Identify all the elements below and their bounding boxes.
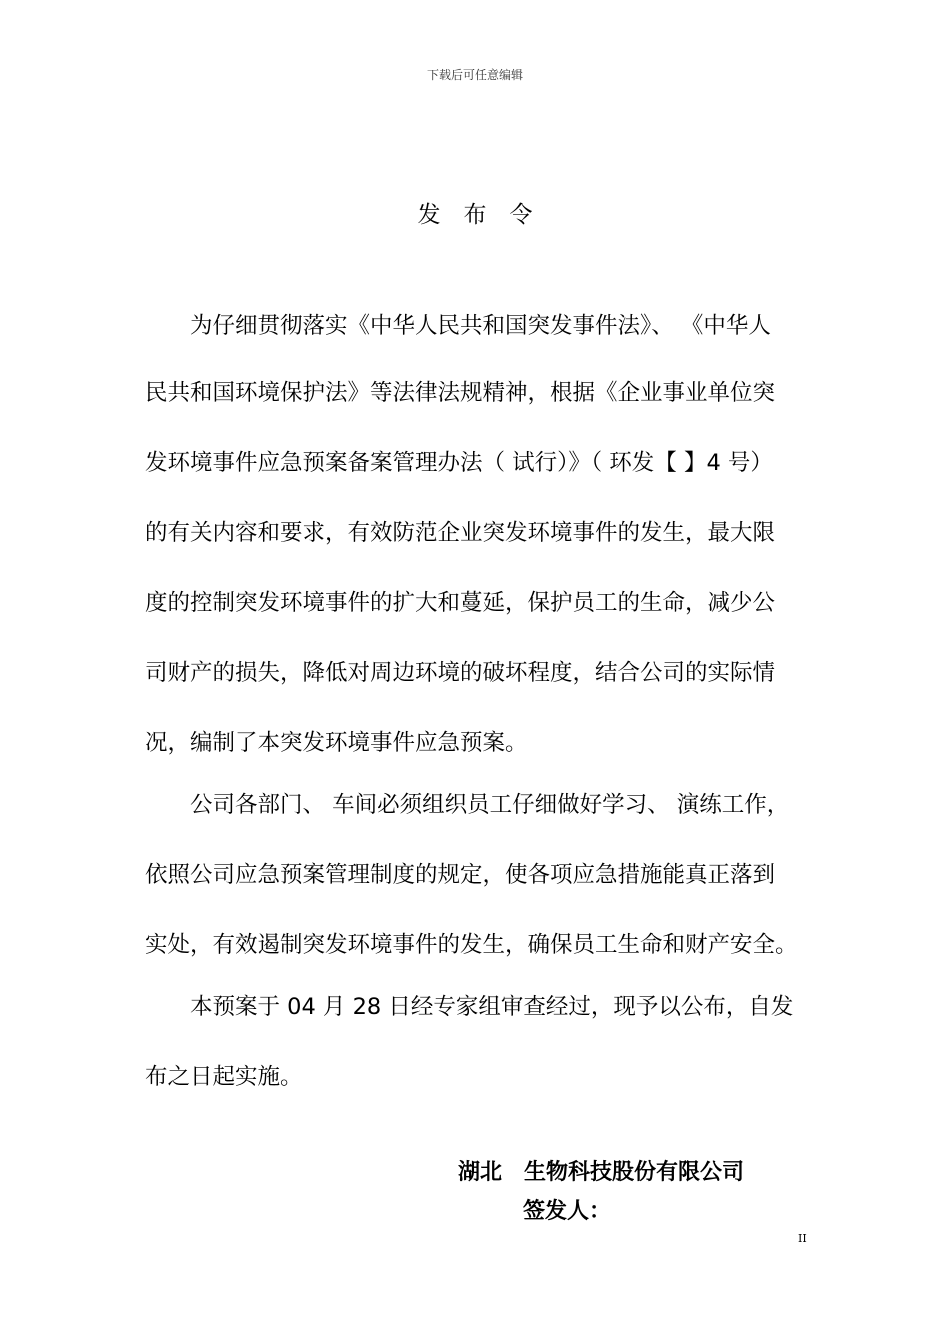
body-line: 布之日起实施。 [145, 1064, 303, 1090]
page-header: 下载后可任意编辑 [426, 68, 523, 82]
signature-company: 湖北 生物科技股份有限公司 [458, 1160, 745, 1185]
body-line: 民共和国环境保护法》等法律法规精神，根据《企业事业单位突 [145, 380, 776, 406]
body-line: 为仔细贯彻落实《中华人民共和国突发事件法》、 《中华人 [190, 313, 771, 339]
body-line: 依照公司应急预案管理制度的规定，使各项应急措施能真正落到 [145, 862, 776, 888]
body-line: 实处，有效遏制突发环境事件的发生，确保员工生命和财产安全。 [145, 932, 798, 958]
page-number: II [798, 1232, 807, 1245]
signature-signer-label: 签发人： [523, 1199, 612, 1224]
body-line: 发环境事件应急预案备案管理办法（ 试行）》（ 环发【 】4 号） [145, 450, 773, 476]
body-line: 本预案于 04 月 28 日经专家组审查经过，现予以公布，自发 [190, 994, 794, 1020]
body-line: 司财产的损失，降低对周边环境的破坏程度，结合公司的实际情 [145, 660, 776, 686]
document-title: 发布令 [417, 202, 556, 228]
body-line: 度的控制突发环境事件的扩大和蔓延，保护员工的生命，减少公 [145, 590, 776, 616]
body-line: 况，编制了本突发环境事件应急预案。 [145, 730, 528, 756]
body-line: 公司各部门、 车间必须组织员工仔细做好学习、 演练工作， [190, 792, 790, 818]
body-line: 的有关内容和要求，有效防范企业突发环境事件的发生，最大限 [145, 520, 776, 546]
